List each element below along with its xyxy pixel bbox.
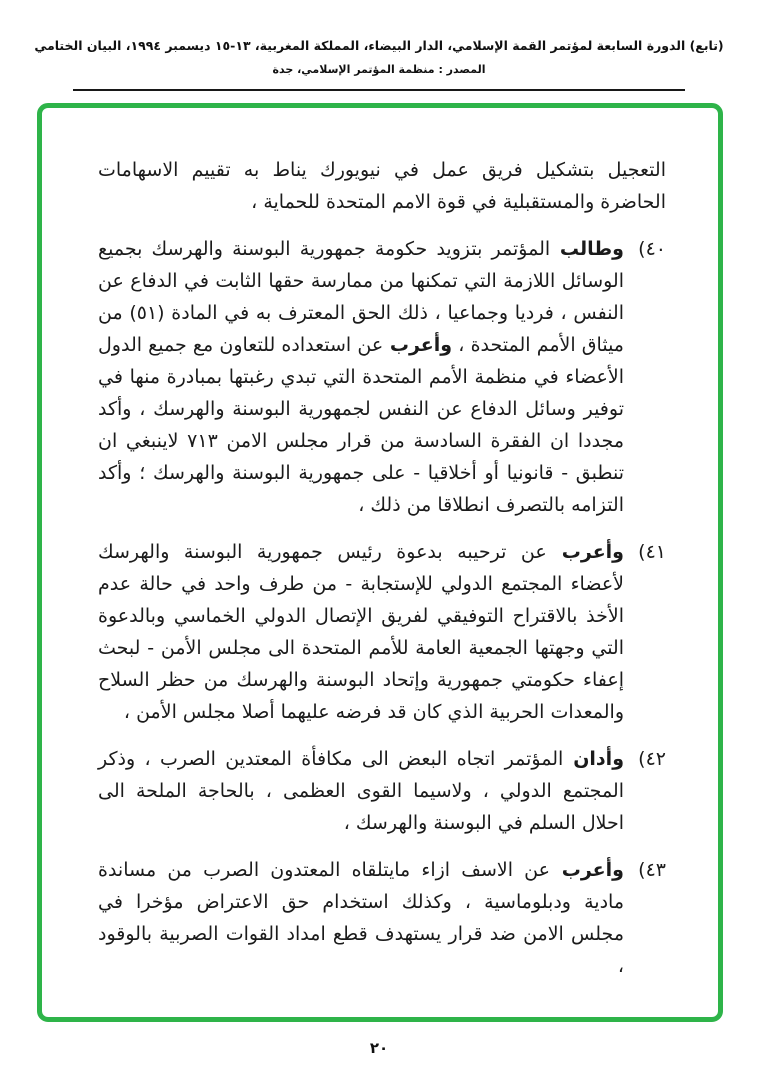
header-source: المصدر : منظمة المؤتمر الإسلامي، جدة bbox=[272, 63, 486, 76]
item-text-segment: عن الاسف ازاء مايتلقاه المعتدون الصرب من مساندة مادية ودبلوماسية ، وكذلك استخدام حق الاعتراض مؤخرا في مجلس الامن ضد قرار يستهدف قطع امداد القوات الصربية بالوقود ، bbox=[98, 859, 624, 977]
continuation-paragraph: التعجيل بتشكيل فريق عمل في نيويورك يناط به تقييم الاسهامات الحاضرة والمستقبلية في قوة الامم المتحدة للحماية ، bbox=[98, 159, 666, 213]
list-item bbox=[98, 743, 666, 839]
header-title: (تابع) الدورة السابعة لمؤتمر القمة الإسلامي، الدار البيضاء، المملكة المغربية، ١٣-١٥ ديسمبر ١٩٩٤، البيان الختامي bbox=[34, 38, 724, 53]
item-text-segment: عن ترحيبه بدعوة رئيس جمهورية البوسنة والهرسك لأعضاء المجتمع الدولي للإستجابة - من طرف واحد في حالة عدم الأخذ بالاقتراح التوفيقي لفريق الإتصال الدولي الخماسي وبالدعوة التي وجهتها الجمعية العامة للأمم المتحدة الى مجلس الأمن - لبحث إعفاء حكومتي جمهورية وإتحاد البوسنة والهرسك من حظر السلاح والمعدات الحربية الذي كان قد فرضه عليهما أصلا مجلس الأمن ، bbox=[98, 541, 624, 723]
list-item bbox=[98, 233, 666, 521]
list-item bbox=[98, 536, 666, 728]
item-number: ٤٢) bbox=[638, 748, 666, 770]
item-text bbox=[98, 854, 624, 982]
item-number: ٤٠) bbox=[638, 238, 666, 260]
item-number: ٤١) bbox=[638, 541, 666, 563]
item-lead-word: وأدان bbox=[563, 748, 625, 770]
item-lead-word: وأعرب bbox=[383, 334, 453, 356]
header-divider bbox=[73, 89, 685, 91]
page-header bbox=[30, 38, 728, 76]
item-text-segment: المؤتمر بتزويد حكومة جمهورية البوسنة والهرسك بجميع الوسائل اللازمة التي تمكنها من ممارسة حقها الثابت في الدفاع عن النفس ، فرديا وجماعيا ، ذلك الحق المعترف به في المادة (٥١) من ميثاق الأمم المتحدة ، bbox=[98, 238, 624, 356]
numbered-items bbox=[98, 233, 666, 982]
document-body bbox=[42, 108, 718, 1017]
item-text-segment: عن استعداده للتعاون مع جميع الدول الأعضاء في منظمة الأمم المتحدة التي تبدي رغبتها بمبادرة منها في توفير وسائل الدفاع عن النفس لجمهورية البوسنة والهرسك ، وأكد مجددا ان الفقرة السادسة من قرار مجلس الامن ٧١٣ لاينبغي ان تنطبق - قانونيا أو أخلاقيا - على جمهورية البوسنة والهرسك ؛ وأكد التزامه بالتصرف انطلاقا من ذلك ، bbox=[98, 334, 624, 516]
item-text-segment: المؤتمر اتجاه البعض الى مكافأة المعتدين الصرب ، وذكر المجتمع الدولي ، ولاسيما القوى العظمى ، بالحاجة الملحة الى احلال السلم في البوسنة والهرسك ، bbox=[98, 748, 624, 834]
item-lead-word: وأعرب bbox=[549, 859, 624, 881]
item-lead-word: وأعرب bbox=[546, 541, 624, 563]
item-number: ٤٣) bbox=[638, 859, 666, 881]
page-number: ٢٠ bbox=[369, 1039, 389, 1057]
item-text bbox=[98, 743, 624, 839]
item-lead-word: وطالب bbox=[550, 238, 624, 260]
item-text bbox=[98, 233, 624, 521]
item-text bbox=[98, 536, 624, 728]
content-frame bbox=[37, 103, 723, 1022]
list-item bbox=[98, 854, 666, 982]
